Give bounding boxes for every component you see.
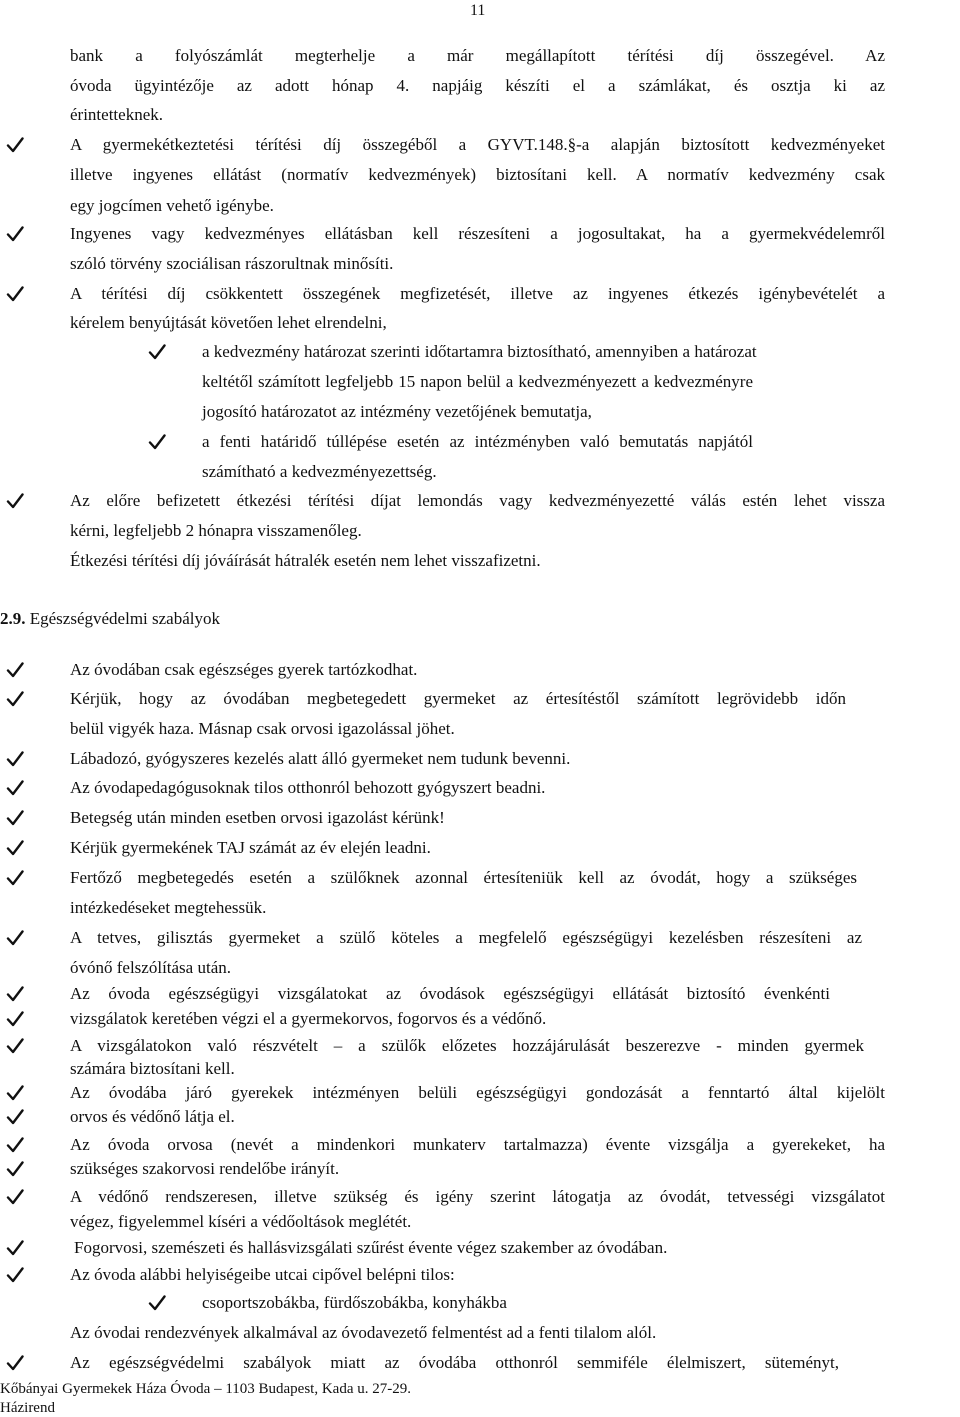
checkmark-icon (6, 1084, 24, 1102)
checkmark-icon (6, 661, 24, 679)
text-line: A vizsgálatokon való részvételt – a szülők előzetes hozzájárulását beszerezve - minden gyermek (70, 1036, 864, 1055)
checkmark-icon (6, 1188, 24, 1206)
checkmark-icon (6, 136, 24, 154)
checkmark-icon (6, 1108, 24, 1126)
text-line: A térítési díj csökkentett összegének megfizetését, illetve az ingyenes étkezés igénybevételét a (70, 284, 885, 303)
checkmark-icon (6, 1160, 24, 1178)
text-line: Az óvoda orvosa (nevét a mindenkori munkaterv tartalmazza) évente vizsgálja a gyerekeket, ha (70, 1135, 885, 1154)
text-line: illetve ingyenes ellátást (normatív kedvezmények) biztosítani kell. A normatív kedvezmény csak (70, 165, 885, 184)
text-line: Az óvodában csak egészséges gyerek tartózkodhat. (70, 660, 418, 679)
text-line: Az óvodai rendezvények alkalmával az óvodavezető felmentést ad a fenti tilalom alól. (70, 1323, 657, 1342)
checkmark-icon (148, 433, 166, 451)
text-line: Az egészségvédelmi szabályok miatt az óvodába otthonról semmiféle élelmiszert, süteményt, (70, 1353, 839, 1372)
text-line: szóló törvény szociálisan rászorultnak minősíti. (70, 254, 394, 273)
checkmark-icon (148, 1294, 166, 1312)
page-number: 11 (470, 2, 486, 19)
text-line: A védőnő rendszeresen, illetve szükség és igény szerint látogatja az óvodát, tetvességi vizsgálatot (70, 1187, 885, 1206)
checkmark-icon (6, 1037, 24, 1055)
text-line: A gyermekétkeztetési térítési díj összegéből a GYVT.148.§-a alapján biztosított kedvezményeket (70, 135, 885, 154)
checkmark-icon (6, 1010, 24, 1028)
text-line: A tetves, gilisztás gyermeket a szülő köteles a megfelelő egészségügyi kezelésben részesíteni az (70, 928, 862, 947)
text-line: Az óvodapedagógusoknak tilos otthonról behozott gyógyszert beadni. (70, 778, 546, 797)
text-line: csoportszobákba, fürdőszobákba, konyhákba (202, 1293, 507, 1312)
text-line: érintetteknek. (70, 105, 163, 124)
text-line: Fogorvosi, szemészeti és hallásvizsgálati szűrést évente végez szakember az óvodában. (74, 1238, 668, 1257)
text-line: a fenti határidő túllépése esetén az intézményben való bemutatás napjától (202, 432, 753, 451)
checkmark-icon (6, 809, 24, 827)
checkmark-icon (6, 285, 24, 303)
text-line: Étkezési térítési díj jóváírását hátralék esetén nem lehet visszafizetni. (70, 551, 541, 570)
text-line: bank a folyószámlát megterhelje a már megállapított térítési díj összegével. Az (70, 46, 885, 65)
text-line: Az előre befizetett étkezési térítési díjat lemondás vagy kedvezményezetté válás estén lehet vissza (70, 491, 885, 510)
text-line: végez, figyelemmel kíséri a védőoltások meglétét. (70, 1212, 412, 1231)
text-line: kérni, legfeljebb 2 hónapra visszamenőleg. (70, 521, 362, 540)
text-line: kérelem benyújtását követően lehet elrendelni, (70, 313, 387, 332)
text-line: a kedvezmény határozat szerinti időtartamra biztosítható, amennyiben a határozat (202, 342, 757, 361)
footer-doc-name: Házirend (0, 1400, 55, 1416)
text-line: számítható a kedvezményezettség. (202, 462, 437, 481)
checkmark-icon (6, 779, 24, 797)
text-line: intézkedéseket megtehessük. (70, 898, 267, 917)
text-line: Lábadozó, gyógyszeres kezelés alatt álló gyermeket nem tudunk bevenni. (70, 749, 571, 768)
checkmark-icon (6, 985, 24, 1003)
text-line: Az óvoda egészségügyi vizsgálatokat az óvodások egészségügyi ellátását biztosító évenkénti (70, 984, 830, 1003)
checkmark-icon (6, 690, 24, 708)
text-line: szükséges szakorvosi rendelőbe irányít. (70, 1159, 340, 1178)
checkmark-icon (6, 492, 24, 510)
text-line: vizsgálatok keretében végzi el a gyermekorvos, fogorvos és a védőnő. (70, 1009, 547, 1028)
checkmark-icon (6, 1239, 24, 1257)
text-line: keltétől számított legfeljebb 15 napon belül a kedvezményezett a kedvezményre (202, 372, 753, 391)
text-line: belül vigyék haza. Másnap csak orvosi igazolással jöhet. (70, 719, 455, 738)
text-line: Az óvodába járó gyerekek intézményen belüli egészségügyi gondozását a fenntartó által kijelölt (70, 1083, 885, 1102)
checkmark-icon (6, 869, 24, 887)
text-line: orvos és védőnő látja el. (70, 1107, 235, 1126)
footer-address: Kőbányai Gyermekek Háza Óvoda – 1103 Budapest, Kada u. 27-29. (0, 1381, 411, 1397)
text-line: Az óvoda alábbi helyiségeibe utcai cipővel belépni tilos: (70, 1265, 455, 1284)
text-line: óvoda ügyintézője az adott hónap 4. napjáig készíti el a számlákat, és osztja ki az (70, 76, 885, 95)
section-number: 2.9. (0, 609, 26, 628)
checkmark-icon (6, 839, 24, 857)
checkmark-icon (6, 750, 24, 768)
text-line: Fertőző megbetegedés esetén a szülőknek azonnal értesíteniük kell az óvodát, hogy a szükséges (70, 868, 857, 887)
checkmark-icon (6, 1136, 24, 1154)
text-line: egy jogcímen vehető igénybe. (70, 196, 274, 215)
checkmark-icon (6, 225, 24, 243)
text-line: óvónő felszólítása után. (70, 958, 231, 977)
text-line: Kérjük, hogy az óvodában megbetegedett gyermeket az értesítéstől számított legrövidebb időn (70, 689, 846, 708)
text-line: Ingyenes vagy kedvezményes ellátásban kell részesíteni a jogosultakat, ha a gyermekvédelemről (70, 224, 885, 243)
checkmark-icon (6, 929, 24, 947)
checkmark-icon (6, 1266, 24, 1284)
section-heading (0, 609, 220, 629)
text-line: Kérjük gyermekének TAJ számát az év elején leadni. (70, 838, 431, 857)
text-line: jogosító határozatot az intézmény vezetőjének bemutatja, (202, 402, 592, 421)
text-line: Betegség után minden esetben orvosi igazolást kérünk! (70, 808, 445, 827)
text-line: számára biztosítani kell. (70, 1059, 235, 1078)
checkmark-icon (6, 1354, 24, 1372)
checkmark-icon (148, 343, 166, 361)
section-title: Egészségvédelmi szabályok (25, 609, 220, 628)
